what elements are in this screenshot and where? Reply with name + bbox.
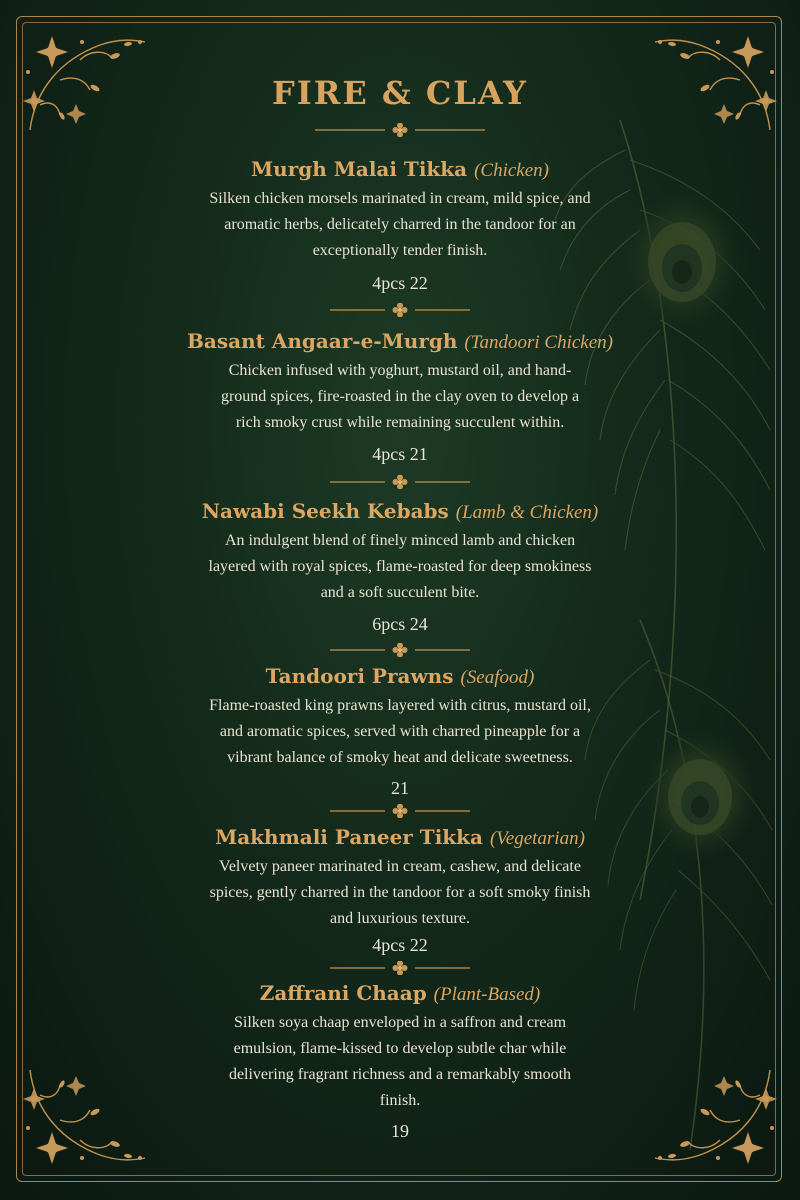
item-description: Chicken infused with yoghurt, mustard oil, and hand- ground spices, fire-roasted in the clay oven to develop a rich smoky crust while remaining succulent within. bbox=[220, 362, 580, 431]
flower-divider-icon bbox=[300, 123, 500, 137]
flower-divider-icon bbox=[300, 303, 500, 317]
item-description: Silken chicken morsels marinated in cream, mild spice, and aromatic herbs, delicately charred in the tandoor for an exceptionally tender finish. bbox=[209, 190, 591, 259]
item-description: Velvety paneer marinated in cream, cashew, and delicate spices, gently charred in the tandoor for a soft smoky finish and luxurious texture. bbox=[209, 858, 591, 927]
menu-title: FIRE & CLAY bbox=[272, 74, 528, 112]
flower-divider-icon bbox=[300, 475, 500, 489]
item-name-line bbox=[170, 156, 630, 184]
menu-item bbox=[170, 156, 630, 264]
item-price: 4pcs 21 bbox=[372, 444, 428, 464]
item-name: Basant Angaar-e-Murgh bbox=[186, 329, 458, 353]
menu-item bbox=[170, 824, 630, 932]
item-category: (Tandoori Chicken) bbox=[464, 332, 613, 353]
item-name: Zaffrani Chaap bbox=[259, 981, 427, 1005]
floral-vine-icon bbox=[650, 1060, 780, 1180]
item-name-line bbox=[170, 328, 630, 356]
item-category: (Seafood) bbox=[460, 667, 535, 688]
floral-vine-icon bbox=[20, 1060, 150, 1180]
item-name-line bbox=[170, 824, 630, 852]
item-name: Murgh Malai Tikka bbox=[251, 157, 468, 181]
item-price: 19 bbox=[391, 1121, 409, 1141]
item-price: 4pcs 22 bbox=[372, 273, 428, 293]
item-category: (Chicken) bbox=[474, 160, 549, 181]
item-category: (Vegetarian) bbox=[489, 828, 585, 849]
item-description: Flame-roasted king prawns layered with citrus, mustard oil, and aromatic spices, served with charred pineapple for a vibrant balance of smoky heat and delicate sweetness. bbox=[209, 697, 591, 766]
flower-divider-icon bbox=[300, 643, 500, 657]
item-price: 6pcs 24 bbox=[372, 614, 428, 634]
flower-divider-icon bbox=[300, 961, 500, 975]
item-name: Tandoori Prawns bbox=[265, 664, 454, 688]
item-name: Makhmali Paneer Tikka bbox=[215, 825, 483, 849]
item-price: 21 bbox=[391, 778, 409, 798]
item-category: (Plant-Based) bbox=[433, 984, 541, 1005]
menu-item bbox=[170, 498, 630, 606]
item-price: 4pcs 22 bbox=[372, 935, 428, 955]
item-name-line bbox=[170, 498, 630, 526]
item-name-line bbox=[170, 980, 630, 1008]
flower-divider-icon bbox=[300, 804, 500, 818]
menu-item bbox=[170, 663, 630, 771]
menu-item bbox=[170, 328, 630, 436]
item-name: Nawabi Seekh Kebabs bbox=[201, 499, 449, 523]
item-description: Silken soya chaap enveloped in a saffron and cream emulsion, flame-kissed to develop subtle char while delivering fragrant richness and a remarkably smooth finish. bbox=[228, 1014, 572, 1109]
item-name-line bbox=[170, 663, 630, 691]
menu-item bbox=[170, 980, 630, 1114]
item-category: (Lamb & Chicken) bbox=[455, 502, 599, 523]
item-description: An indulgent blend of finely minced lamb and chicken layered with royal spices, flame-roasted for deep smokiness and a soft succulent bite. bbox=[208, 532, 592, 601]
